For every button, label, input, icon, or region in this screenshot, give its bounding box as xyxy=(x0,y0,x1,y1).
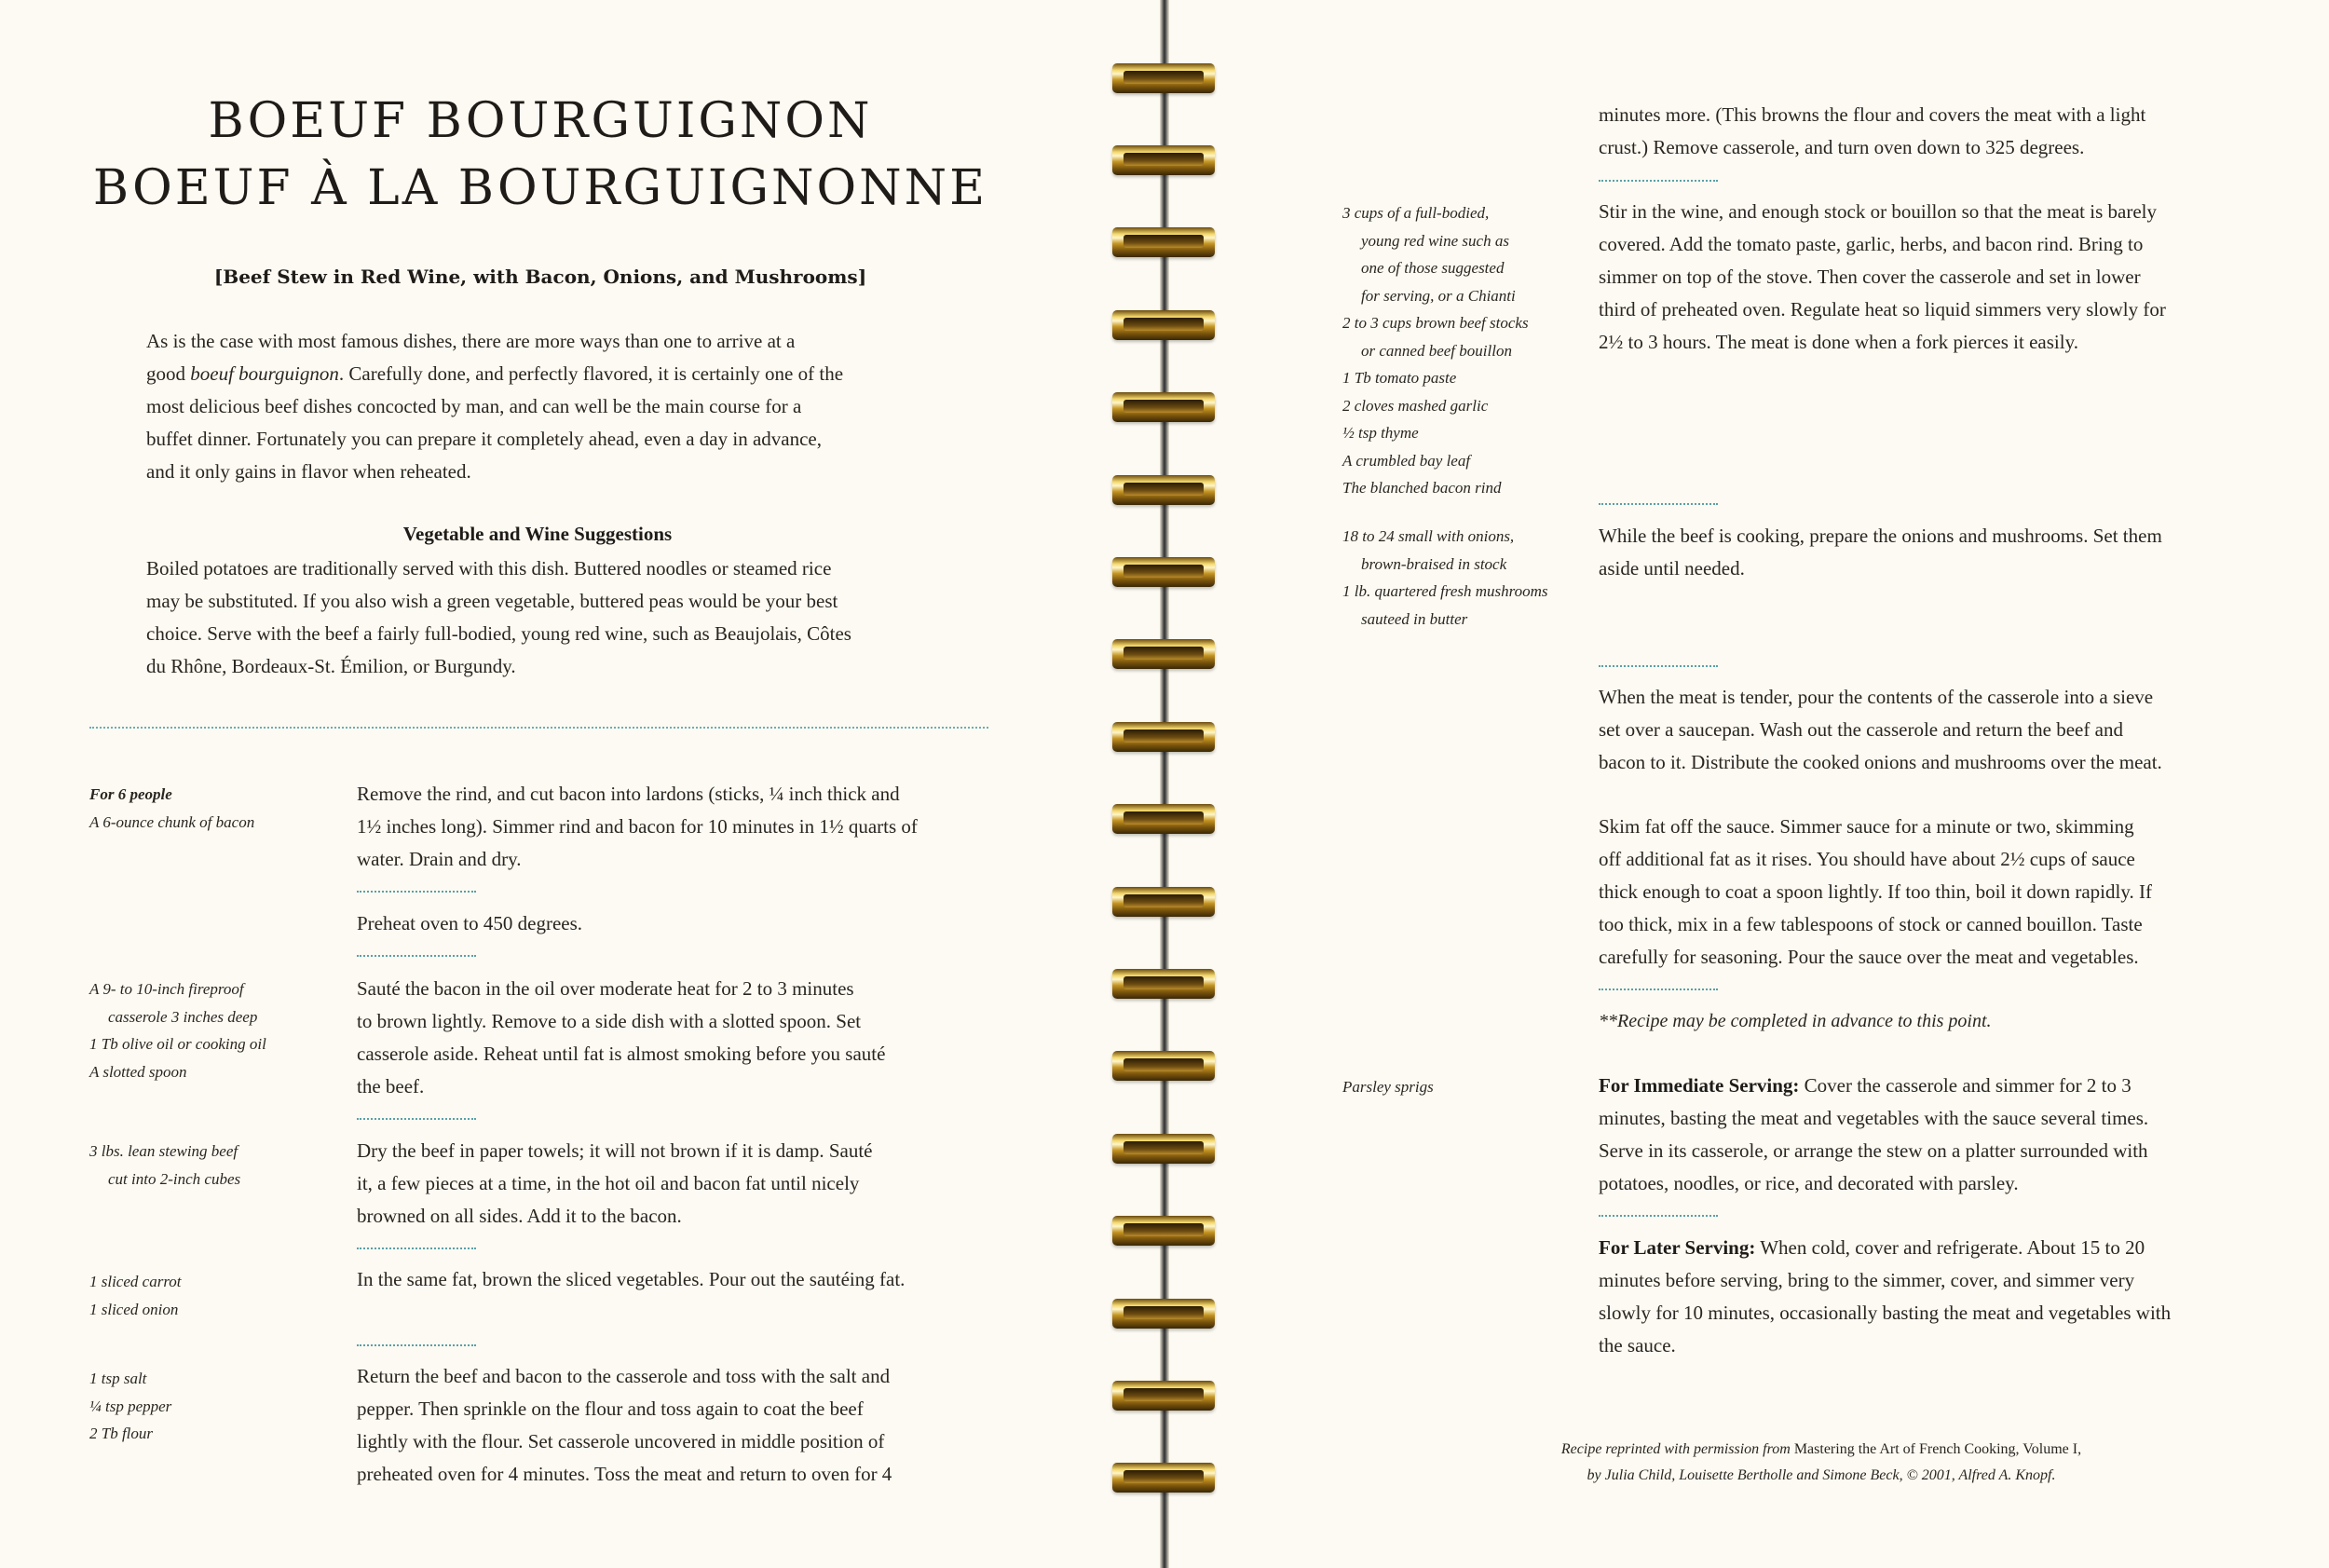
ingredient: sauteed in butter xyxy=(1361,609,1468,628)
spiral-ring xyxy=(1112,1134,1215,1164)
step-line: crust.) Remove casserole, and turn oven down to 325 degrees. xyxy=(1599,136,2085,158)
step-line: Skim fat off the sauce. Simmer sauce for a minute or two, skimming xyxy=(1599,815,2134,838)
spiral-ring xyxy=(1112,227,1215,257)
step-line: the beef. xyxy=(357,1075,425,1098)
step-line: **Recipe may be completed in advance to this point. xyxy=(1599,1011,1992,1031)
step-line: Serve in its casserole, or arrange the stew on a platter surrounded with xyxy=(1599,1139,2148,1162)
step-line: covered. Add the tomato paste, garlic, herbs, and bacon rind. Bring to xyxy=(1599,233,2144,255)
step-line: In the same fat, brown the sliced vegetables. Pour out the sautéing fat. xyxy=(357,1268,906,1290)
step-text xyxy=(1599,1232,2260,1362)
spiral-ring xyxy=(1112,969,1215,999)
step-line: to brown lightly. Remove to a side dish with a slotted spoon. Set xyxy=(357,1010,862,1032)
spiral-ring xyxy=(1112,639,1215,669)
step-lead: For Later Serving: xyxy=(1599,1236,1756,1259)
step-line: potatoes, noodles, or rice, and decorated with parsley. xyxy=(1599,1172,2019,1194)
ingredient: 2 Tb flour xyxy=(89,1425,154,1442)
suggestions-paragraph xyxy=(146,552,1013,683)
ingredient: 1 lb. quartered fresh mushrooms xyxy=(1342,582,1548,600)
spiral-ring xyxy=(1112,804,1215,834)
step-line: too thick, mix in a few tablespoons of stock or canned bouillon. Taste xyxy=(1599,913,2143,935)
step-divider xyxy=(357,1344,476,1346)
step-line: water. Drain and dry. xyxy=(357,848,522,870)
ingredient: 18 to 24 small with onions, xyxy=(1342,527,1515,545)
credit-book-title: Mastering the Art of French Cooking, Volume I, xyxy=(1790,1441,2082,1457)
ingredient: ¼ tsp pepper xyxy=(89,1397,172,1415)
step-text xyxy=(1599,811,2260,974)
step-text xyxy=(1599,99,2260,164)
step-text xyxy=(1599,1070,2260,1200)
servings-label: For 6 people xyxy=(89,785,172,803)
step-text xyxy=(357,1135,1000,1233)
step-line: pepper. Then sprinkle on the flour and toss again to coat the beef xyxy=(357,1398,864,1420)
intro-paragraph xyxy=(146,325,1013,488)
ingredient: cut into 2-inch cubes xyxy=(108,1169,241,1188)
step-divider xyxy=(1599,989,1718,990)
spiral-ring xyxy=(1112,63,1215,93)
ingredient: for serving, or a Chianti xyxy=(1361,286,1516,305)
step-line: thick enough to coat a spoon lightly. If too thin, boil it down rapidly. If xyxy=(1599,880,2152,903)
step-line: set over a saucepan. Wash out the casserole and return the beef and xyxy=(1599,718,2123,741)
step-line: When the meat is tender, pour the contents of the casserole into a sieve xyxy=(1599,686,2154,708)
credit-note xyxy=(1388,1437,2254,1489)
step-divider xyxy=(357,891,476,893)
step-divider xyxy=(1599,180,1718,182)
spiral-ring xyxy=(1112,475,1215,505)
step-text xyxy=(357,1263,1000,1296)
ingredient: 1 Tb olive oil or cooking oil xyxy=(89,1035,266,1053)
step-line: third of preheated oven. Regulate heat so liquid simmers very slowly for xyxy=(1599,298,2166,320)
spiral-ring xyxy=(1112,557,1215,587)
ingredient: 2 cloves mashed garlic xyxy=(1342,396,1489,415)
credit-line xyxy=(1388,1463,2254,1489)
step-line xyxy=(1599,1232,2260,1264)
intro-line: As is the case with most famous dishes, there are more ways than one to arrive at a xyxy=(146,330,796,352)
ingredient: young red wine such as xyxy=(1361,231,1509,250)
ingredient-list xyxy=(89,1138,240,1193)
suggestions-line: du Rhône, Bordeaux-St. Émilion, or Burgundy. xyxy=(146,655,516,677)
step-text xyxy=(357,973,1000,1103)
ingredient: 2 to 3 cups brown beef stocks xyxy=(1342,314,1529,332)
step-line: 1½ inches long). Simmer rind and bacon for 10 minutes in 1½ quarts of xyxy=(357,815,918,838)
ingredient: A 6-ounce chunk of bacon xyxy=(89,812,255,831)
suggestions-line: may be substituted. If you also wish a green vegetable, buttered peas would be your best xyxy=(146,590,838,612)
intro-line: buffet dinner. Fortunately you can prepare it completely ahead, even a day in advance, xyxy=(146,428,822,450)
suggestions-line: Boiled potatoes are traditionally served with this dish. Buttered noodles or steamed rice xyxy=(146,557,832,579)
step-line: minutes before serving, bring to the simmer, cover, and simmer very xyxy=(1599,1269,2135,1291)
ingredient: 1 sliced onion xyxy=(89,1300,179,1318)
step-line: aside until needed. xyxy=(1599,557,1745,579)
step-text xyxy=(1599,520,2260,585)
step-line: While the beef is cooking, prepare the onions and mushrooms. Set them xyxy=(1599,525,2162,547)
step-line: Return the beef and bacon to the casserole and toss with the salt and xyxy=(357,1365,891,1387)
step-divider xyxy=(1599,665,1718,667)
credit-authors: by Julia Child, Louisette Bertholle and Simone Beck, © 2001, Alfred A. Knopf. xyxy=(1587,1467,2056,1483)
step-line: bacon to it. Distribute the cooked onions and mushrooms over the meat. xyxy=(1599,751,2162,773)
ingredient-list xyxy=(1342,199,1529,502)
ingredient: A crumbled bay leaf xyxy=(1342,451,1471,470)
step-text xyxy=(1599,196,2260,359)
ingredient: 1 Tb tomato paste xyxy=(1342,369,1457,387)
ingredient-list xyxy=(1342,523,1548,633)
ingredient: A slotted spoon xyxy=(89,1062,187,1081)
step-divider xyxy=(1599,1215,1718,1217)
section-divider xyxy=(89,727,988,729)
step-line: off additional fat as it rises. You should have about 2½ cups of sauce xyxy=(1599,848,2135,870)
ingredient-list xyxy=(89,1268,182,1323)
ingredient: one of those suggested xyxy=(1361,259,1505,277)
ingredient: 1 tsp salt xyxy=(89,1370,147,1387)
ingredient: A 9- to 10-inch fireproof xyxy=(89,980,244,998)
spiral-ring xyxy=(1112,310,1215,340)
step-divider xyxy=(357,1248,476,1249)
step-line-rest: When cold, cover and refrigerate. About 15 to 20 xyxy=(1755,1236,2145,1259)
spiral-ring xyxy=(1112,1381,1215,1411)
spiral-ring xyxy=(1112,1051,1215,1081)
spiral-ring xyxy=(1112,1216,1215,1246)
step-line: carefully for seasoning. Pour the sauce over the meat and vegetables. xyxy=(1599,946,2139,968)
step-line: simmer on top of the stove. Then cover the casserole and set in lower xyxy=(1599,266,2141,288)
credit-prefix: Recipe reprinted with permission from xyxy=(1560,1441,1791,1457)
suggestions-heading: Vegetable and Wine Suggestions xyxy=(402,523,673,545)
step-text xyxy=(357,907,1000,940)
step-line: Preheat oven to 450 degrees. xyxy=(357,912,583,934)
ingredient-list xyxy=(89,781,254,836)
step-line: casserole aside. Reheat until fat is almost smoking before you sauté xyxy=(357,1043,886,1065)
step-line: 2½ to 3 hours. The meat is done when a fork pierces it easily. xyxy=(1599,331,2078,353)
step-line: Stir in the wine, and enough stock or bouillon so that the meat is barely xyxy=(1599,200,2157,223)
ingredient: casserole 3 inches deep xyxy=(108,1007,258,1026)
ingredient: 3 lbs. lean stewing beef xyxy=(89,1142,238,1160)
step-divider xyxy=(357,955,476,957)
step-text xyxy=(1599,681,2260,779)
ingredient-list xyxy=(89,975,266,1085)
recipe-title-french: BOEUF À LA BOURGUIGNONNE xyxy=(92,160,988,216)
step-line: minutes more. (This browns the flour and covers the meat with a light xyxy=(1599,103,2146,126)
recipe-subtitle: [Beef Stew in Red Wine, with Bacon, Onions, and Mushrooms] xyxy=(213,266,867,288)
spiral-ring xyxy=(1112,887,1215,917)
step-line: it, a few pieces at a time, in the hot oil and bacon fat until nicely xyxy=(357,1172,860,1194)
step-line: Sauté the bacon in the oil over moderate heat for 2 to 3 minutes xyxy=(357,977,854,1000)
advance-note xyxy=(1599,1005,2260,1038)
step-lead: For Immediate Serving: xyxy=(1599,1074,1800,1097)
ingredient: 1 sliced carrot xyxy=(89,1273,182,1290)
step-line: preheated oven for 4 minutes. Toss the meat and return to oven for 4 xyxy=(357,1463,892,1485)
intro-line: and it only gains in flavor when reheated. xyxy=(146,460,471,483)
step-text xyxy=(357,1360,1000,1491)
step-text xyxy=(357,778,1000,876)
ingredient: or canned beef bouillon xyxy=(1361,341,1512,360)
step-line: browned on all sides. Add it to the bacon. xyxy=(357,1205,682,1227)
step-line: Remove the rind, and cut bacon into lardons (sticks, ¼ inch thick and xyxy=(357,783,900,805)
spiral-ring xyxy=(1112,1463,1215,1493)
ingredient-list xyxy=(89,1365,171,1448)
step-line-rest: Cover the casserole and simmer for 2 to 3 xyxy=(1799,1074,2132,1097)
spiral-ring xyxy=(1112,722,1215,752)
spiral-ring xyxy=(1112,392,1215,422)
step-line xyxy=(1599,1070,2260,1102)
ingredient: ½ tsp thyme xyxy=(1342,424,1419,442)
step-divider xyxy=(357,1118,476,1120)
step-line: Dry the beef in paper towels; it will not brown if it is damp. Sauté xyxy=(357,1139,873,1162)
ingredient: 3 cups of a full-bodied, xyxy=(1342,204,1490,222)
ingredient: brown-braised in stock xyxy=(1361,554,1507,573)
ingredient-list xyxy=(1342,1073,1434,1101)
intro-line: good boeuf bourguignon. Carefully done, and perfectly flavored, it is certainly one of the xyxy=(146,362,844,385)
ingredient: Parsley sprigs xyxy=(1342,1078,1434,1096)
suggestions-line: choice. Serve with the beef a fairly full-bodied, young red wine, such as Beaujolais, Côtes xyxy=(146,622,851,645)
spiral-ring xyxy=(1112,145,1215,175)
credit-line xyxy=(1388,1437,2254,1463)
spiral-ring xyxy=(1112,1299,1215,1329)
intro-line: most delicious beef dishes concocted by man, and can well be the main course for a xyxy=(146,395,802,417)
recipe-title: BOEUF BOURGUIGNON xyxy=(208,93,873,149)
step-divider xyxy=(1599,503,1718,505)
step-line: slowly for 10 minutes, occasionally basting the meat and vegetables with xyxy=(1599,1302,2172,1324)
step-line: the sauce. xyxy=(1599,1334,1676,1357)
step-line: lightly with the flour. Set casserole uncovered in middle position of xyxy=(357,1430,885,1452)
ingredient: The blanched bacon rind xyxy=(1342,479,1502,497)
step-line: minutes, basting the meat and vegetables with the sauce several times. xyxy=(1599,1107,2149,1129)
